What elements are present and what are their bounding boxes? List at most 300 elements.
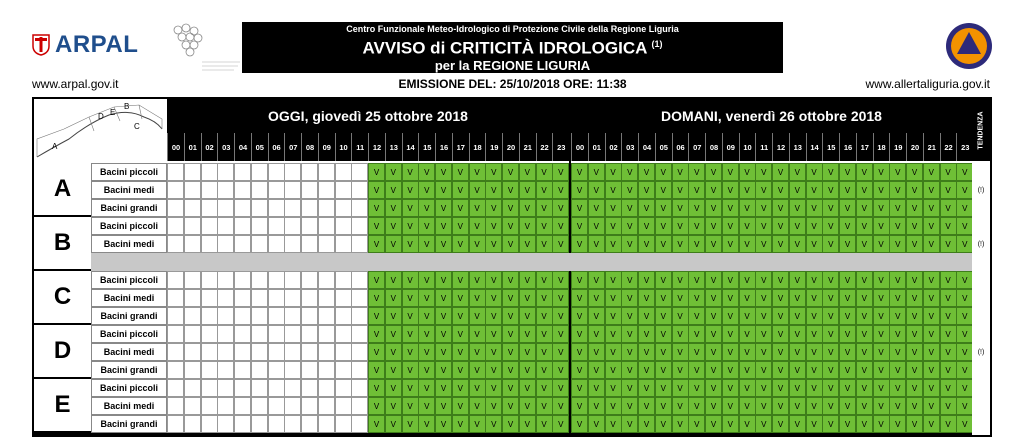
alert-cell (184, 235, 201, 253)
alert-cell: V (839, 289, 856, 307)
alert-cell (284, 361, 301, 379)
hour-label: 03 (621, 133, 638, 161)
alert-cell: V (722, 307, 739, 325)
alert-cell (335, 181, 352, 199)
alert-cell: V (571, 325, 588, 343)
alert-cell (217, 307, 234, 325)
alert-cell: V (368, 415, 385, 433)
alert-cell: V (418, 397, 435, 415)
alert-cell: V (940, 199, 957, 217)
alert-cell: V (772, 397, 789, 415)
alert-cell: V (956, 397, 973, 415)
alert-cell (201, 307, 218, 325)
today-header: OGGI, giovedì 25 ottobre 2018 (167, 99, 569, 133)
alert-cell: V (552, 415, 569, 433)
alert-cell: V (906, 271, 923, 289)
alert-cell: V (688, 325, 705, 343)
alert-cell: V (873, 397, 890, 415)
alert-cell: V (435, 163, 452, 181)
alert-cell (301, 199, 318, 217)
alert-cell (167, 271, 184, 289)
alert-cell: V (552, 163, 569, 181)
alert-cell: V (469, 181, 486, 199)
alert-cell: V (940, 271, 957, 289)
alert-cell (351, 163, 368, 181)
alert-cell: V (923, 271, 940, 289)
hour-label: 14 (806, 133, 823, 161)
tomorrow-header: DOMANI, venerdì 26 ottobre 2018 (571, 99, 972, 133)
alert-cell: V (956, 379, 973, 397)
alert-cell: V (605, 325, 622, 343)
alert-cell: V (385, 181, 402, 199)
alert-cell: V (906, 415, 923, 433)
alert-cell: V (873, 361, 890, 379)
alert-cell: V (605, 199, 622, 217)
alert-cell: V (655, 361, 672, 379)
alert-cell: V (839, 361, 856, 379)
alert-cell (217, 361, 234, 379)
alert-cell (335, 415, 352, 433)
alert-cell: V (856, 379, 873, 397)
alert-cell: V (502, 181, 519, 199)
alert-cell: V (688, 199, 705, 217)
alert-cell: V (435, 415, 452, 433)
alert-cell: V (519, 163, 536, 181)
alert-cell (201, 289, 218, 307)
alert-cell: V (722, 163, 739, 181)
alert-cell: V (485, 289, 502, 307)
alert-cell: V (705, 343, 722, 361)
alert-cell: V (638, 235, 655, 253)
alert-cell: V (705, 235, 722, 253)
hour-label: 01 (588, 133, 605, 161)
alert-cell: V (469, 163, 486, 181)
alert-cell: V (638, 361, 655, 379)
alert-cell: V (368, 397, 385, 415)
alert-cell: V (621, 235, 638, 253)
alert-cell: V (906, 163, 923, 181)
alert-cell: V (822, 163, 839, 181)
alert-cell: V (822, 235, 839, 253)
alert-cell: V (385, 289, 402, 307)
alert-cell: V (923, 235, 940, 253)
alert-cell: V (722, 289, 739, 307)
hour-label: 00 (571, 133, 588, 161)
arpal-website[interactable]: www.arpal.gov.it (32, 77, 119, 91)
alert-cell (268, 307, 285, 325)
alert-cell (201, 325, 218, 343)
alert-cell: V (923, 289, 940, 307)
alert-cell: V (605, 379, 622, 397)
alert-cell: V (906, 379, 923, 397)
alert-cell (284, 235, 301, 253)
alert-cell: V (368, 181, 385, 199)
hour-label: 16 (839, 133, 856, 161)
basin-label: Bacini piccoli (91, 217, 167, 235)
alert-cell: V (940, 397, 957, 415)
alert-cell: V (755, 235, 772, 253)
alert-cell: V (722, 181, 739, 199)
hour-label: 21 (519, 133, 536, 161)
alert-cell (184, 343, 201, 361)
alert-cell: V (502, 163, 519, 181)
hour-label: 15 (822, 133, 839, 161)
hour-label: 11 (755, 133, 772, 161)
alert-cell: V (806, 217, 823, 235)
alert-cell: V (402, 379, 419, 397)
alert-cell: V (956, 361, 973, 379)
alert-cell (268, 397, 285, 415)
alert-cell: V (940, 361, 957, 379)
protezione-civile-logo-icon (945, 22, 993, 70)
hour-label: 22 (940, 133, 957, 161)
hour-label: 22 (536, 133, 553, 161)
alert-cell: V (621, 163, 638, 181)
alert-cell (167, 379, 184, 397)
alert-cell: V (839, 181, 856, 199)
alert-cell: V (402, 235, 419, 253)
alert-cell: V (485, 379, 502, 397)
alert-cell: V (806, 163, 823, 181)
tendency-indicator (972, 379, 990, 433)
alert-cell: V (552, 379, 569, 397)
alert-cell: V (722, 397, 739, 415)
alert-cell: V (856, 163, 873, 181)
alert-cell: V (638, 325, 655, 343)
zone-separator (34, 433, 972, 435)
alert-cell: V (873, 307, 890, 325)
hour-label: 07 (284, 133, 301, 161)
alert-cell: V (552, 343, 569, 361)
alert-cell: V (873, 343, 890, 361)
alert-cell (234, 235, 251, 253)
alert-cell: V (873, 235, 890, 253)
alert-cell: V (402, 181, 419, 199)
alert-cell (201, 397, 218, 415)
alert-cell: V (722, 379, 739, 397)
hour-label: 07 (688, 133, 705, 161)
alert-cell: V (889, 361, 906, 379)
alert-cell (318, 289, 335, 307)
alert-cell (301, 379, 318, 397)
hour-label: 17 (452, 133, 469, 161)
alert-cell (351, 361, 368, 379)
alert-cell: V (452, 289, 469, 307)
alert-cell: V (485, 163, 502, 181)
arpal-logo (32, 30, 138, 60)
title-small: Centro Funzionale Meteo-Idrologico di Protezione Civile della Regione Liguria (346, 24, 679, 34)
alert-cell (301, 217, 318, 235)
alert-cell (251, 181, 268, 199)
hour-label: 08 (301, 133, 318, 161)
alert-cell (318, 199, 335, 217)
region-logo-icon (168, 22, 243, 74)
alert-cell: V (452, 181, 469, 199)
alert-cell (318, 217, 335, 235)
alert-cell (318, 181, 335, 199)
alert-cell: V (739, 199, 756, 217)
alert-cell: V (739, 217, 756, 235)
map-label-d: D (98, 112, 104, 121)
alert-cell: V (552, 181, 569, 199)
alert-cell: V (452, 379, 469, 397)
alert-cell (167, 217, 184, 235)
alert-cell: V (655, 307, 672, 325)
alert-cell: V (772, 199, 789, 217)
alert-cell: V (789, 361, 806, 379)
alert-cell: V (873, 289, 890, 307)
alert-cell: V (519, 361, 536, 379)
alert-cell (351, 235, 368, 253)
alert-cell: V (688, 415, 705, 433)
hour-label: 12 (772, 133, 789, 161)
alert-cell (268, 289, 285, 307)
alert-cell (301, 163, 318, 181)
alert-cell: V (552, 199, 569, 217)
tendency-header-text: TENDENZA (977, 110, 985, 150)
alert-cell: V (688, 289, 705, 307)
hour-label: 03 (217, 133, 234, 161)
alert-cell: V (435, 361, 452, 379)
zone-separator-band (91, 253, 972, 271)
basin-label: Bacini piccoli (91, 379, 167, 397)
alert-cell (318, 271, 335, 289)
alert-cell: V (889, 217, 906, 235)
alert-cell: V (923, 325, 940, 343)
alert-cell (251, 217, 268, 235)
alert-cell: V (889, 289, 906, 307)
alert-cell: V (956, 289, 973, 307)
basin-label: Bacini medi (91, 397, 167, 415)
alert-cell: V (856, 199, 873, 217)
alert-cell: V (806, 271, 823, 289)
alert-cell: V (672, 163, 689, 181)
alert-cell (335, 361, 352, 379)
alert-cell: V (621, 181, 638, 199)
alert-cell (268, 217, 285, 235)
zone-map (34, 99, 167, 161)
alert-cell: V (688, 343, 705, 361)
alert-cell: V (368, 343, 385, 361)
alert-cell: V (806, 235, 823, 253)
alert-cell (234, 307, 251, 325)
alert-cell: V (672, 289, 689, 307)
alert-cell: V (873, 163, 890, 181)
alert-cell: V (755, 217, 772, 235)
hour-label: 10 (739, 133, 756, 161)
alert-cell (318, 361, 335, 379)
alert-cell: V (956, 181, 973, 199)
alert-cell: V (385, 325, 402, 343)
alert-cell: V (452, 307, 469, 325)
alert-cell: V (822, 289, 839, 307)
hour-label: 19 (889, 133, 906, 161)
alert-cell: V (889, 271, 906, 289)
alert-cell: V (571, 289, 588, 307)
alert-cell (217, 217, 234, 235)
hour-label: 01 (184, 133, 201, 161)
alert-cell: V (772, 325, 789, 343)
alert-cell: V (839, 325, 856, 343)
alert-cell: V (772, 307, 789, 325)
hour-label: 02 (201, 133, 218, 161)
alert-cell: V (705, 307, 722, 325)
alert-cell: V (435, 217, 452, 235)
alert-cell: V (688, 163, 705, 181)
alert-cell: V (806, 343, 823, 361)
alert-cell: V (469, 307, 486, 325)
alert-cell: V (856, 307, 873, 325)
alert-cell: V (452, 415, 469, 433)
alert-cell: V (638, 415, 655, 433)
alert-cell (335, 199, 352, 217)
alert-cell: V (485, 217, 502, 235)
alert-cell: V (402, 415, 419, 433)
alert-cell: V (839, 379, 856, 397)
alert-cell: V (469, 217, 486, 235)
alert-cell: V (368, 325, 385, 343)
alert-cell: V (873, 271, 890, 289)
alert-cell: V (856, 235, 873, 253)
alert-cell (184, 217, 201, 235)
alert-cell: V (655, 163, 672, 181)
alert-cell: V (822, 415, 839, 433)
alert-cell: V (418, 199, 435, 217)
hour-label: 11 (351, 133, 368, 161)
alert-cell: V (385, 199, 402, 217)
alert-cell: V (940, 217, 957, 235)
alert-cell (184, 289, 201, 307)
allerta-website[interactable]: www.allertaliguria.gov.it (865, 77, 990, 91)
alert-cell: V (839, 217, 856, 235)
title-sup: (1) (651, 39, 663, 49)
alert-cell: V (755, 397, 772, 415)
liguria-shield-icon (32, 34, 50, 56)
alert-cell: V (519, 307, 536, 325)
alert-cell (251, 415, 268, 433)
alert-cell: V (402, 199, 419, 217)
alert-cell: V (621, 289, 638, 307)
alert-cell: V (956, 343, 973, 361)
alert-cell: V (638, 343, 655, 361)
alert-cell: V (923, 379, 940, 397)
alert-cell: V (452, 343, 469, 361)
alert-cell: V (722, 361, 739, 379)
alert-cell: V (519, 199, 536, 217)
tendency-indicator: (!) (972, 163, 990, 217)
alert-cell: V (789, 343, 806, 361)
alert-cell: V (722, 199, 739, 217)
alert-cell: V (588, 181, 605, 199)
alert-cell: V (772, 343, 789, 361)
alert-cell: V (772, 217, 789, 235)
alert-cell: V (940, 235, 957, 253)
alert-cell: V (772, 379, 789, 397)
alert-cell: V (822, 325, 839, 343)
alert-cell: V (588, 217, 605, 235)
zone-letter: C (34, 271, 91, 325)
alert-cell: V (755, 307, 772, 325)
alert-cell (284, 343, 301, 361)
alert-cell: V (502, 199, 519, 217)
alert-cell: V (856, 397, 873, 415)
alert-cell: V (571, 415, 588, 433)
alert-cell: V (856, 289, 873, 307)
alert-cell (217, 325, 234, 343)
hour-label: 20 (502, 133, 519, 161)
alert-cell: V (418, 235, 435, 253)
alert-cell: V (705, 271, 722, 289)
alert-cell: V (705, 199, 722, 217)
alert-cell: V (806, 325, 823, 343)
alert-cell: V (571, 343, 588, 361)
alert-cell: V (672, 235, 689, 253)
arpal-logo-text: ARPAL (55, 31, 139, 58)
alert-cell: V (571, 217, 588, 235)
alert-cell: V (469, 235, 486, 253)
alert-cell (335, 217, 352, 235)
alert-cell (234, 289, 251, 307)
alert-cell: V (519, 217, 536, 235)
alert-cell (268, 199, 285, 217)
alert-cell (284, 307, 301, 325)
alert-cell: V (940, 307, 957, 325)
alert-cell: V (621, 307, 638, 325)
alert-cell (251, 235, 268, 253)
alert-cell: V (688, 307, 705, 325)
alert-cell (184, 379, 201, 397)
alert-cell: V (485, 307, 502, 325)
alert-cell (234, 379, 251, 397)
alert-cell: V (889, 379, 906, 397)
alert-cell: V (402, 163, 419, 181)
alert-cell: V (418, 361, 435, 379)
alert-cell: V (571, 235, 588, 253)
alert-cell: V (452, 163, 469, 181)
alert-cell (184, 307, 201, 325)
alert-cell (335, 289, 352, 307)
alert-cell: V (755, 271, 772, 289)
alert-cell (217, 199, 234, 217)
alert-cell (234, 199, 251, 217)
alert-cell: V (940, 343, 957, 361)
alert-cell: V (418, 271, 435, 289)
tendency-header (972, 99, 990, 161)
alert-cell: V (435, 235, 452, 253)
alert-cell (318, 397, 335, 415)
alert-cell: V (873, 415, 890, 433)
alert-cell: V (588, 289, 605, 307)
hour-label: 16 (435, 133, 452, 161)
alert-cell: V (806, 199, 823, 217)
basin-label: Bacini grandi (91, 307, 167, 325)
alert-cell (301, 325, 318, 343)
alert-cell (268, 181, 285, 199)
alert-cell: V (722, 271, 739, 289)
alert-cell (301, 307, 318, 325)
alert-cell (284, 271, 301, 289)
alert-cell: V (655, 397, 672, 415)
alert-cell (335, 343, 352, 361)
alert-cell: V (889, 181, 906, 199)
alert-cell (201, 163, 218, 181)
alert-cell (284, 415, 301, 433)
alert-cell (318, 235, 335, 253)
alert-cell: V (856, 181, 873, 199)
alert-cell: V (571, 397, 588, 415)
alert-cell (184, 181, 201, 199)
alert-cell: V (956, 271, 973, 289)
